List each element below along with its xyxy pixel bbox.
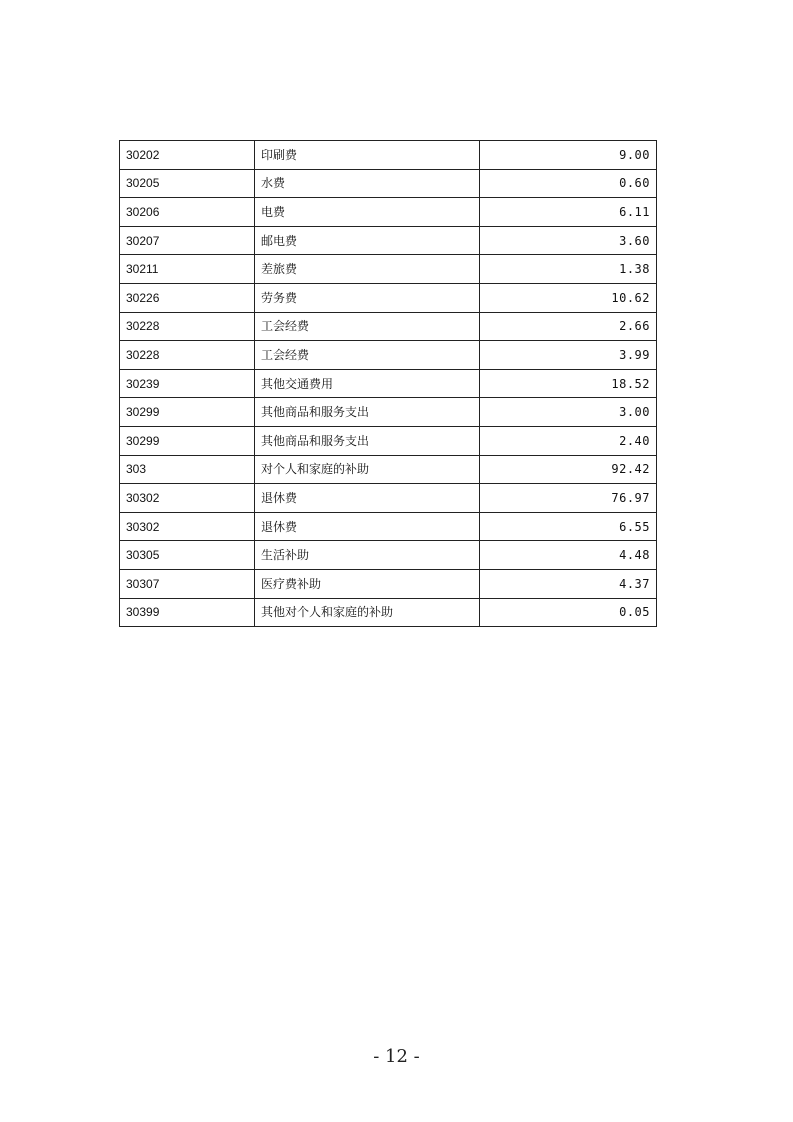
row-name-cell: 水费 [255, 169, 480, 198]
row-name-cell: 生活补助 [255, 541, 480, 570]
row-code-cell: 30239 [120, 369, 255, 398]
row-amount-cell: 0.60 [480, 169, 657, 198]
row-name-cell: 邮电费 [255, 226, 480, 255]
table-row [120, 541, 657, 570]
row-amount-cell: 3.00 [480, 398, 657, 427]
table-row [120, 398, 657, 427]
row-amount-cell: 2.66 [480, 312, 657, 341]
row-name-cell: 电费 [255, 198, 480, 227]
row-amount-cell: 6.55 [480, 512, 657, 541]
table-row [120, 484, 657, 513]
table-row [120, 283, 657, 312]
row-code-cell: 30202 [120, 141, 255, 170]
row-code-cell: 30302 [120, 512, 255, 541]
table-row [120, 169, 657, 198]
row-code-cell: 30299 [120, 426, 255, 455]
row-code-cell: 30206 [120, 198, 255, 227]
row-name-cell: 其他商品和服务支出 [255, 426, 480, 455]
row-amount-cell: 9.00 [480, 141, 657, 170]
row-code-cell: 30211 [120, 255, 255, 284]
table-row [120, 141, 657, 170]
table-row [120, 455, 657, 484]
row-code-cell: 303 [120, 455, 255, 484]
row-name-cell: 劳务费 [255, 283, 480, 312]
row-amount-cell: 3.60 [480, 226, 657, 255]
row-amount-cell: 1.38 [480, 255, 657, 284]
row-amount-cell: 3.99 [480, 341, 657, 370]
row-name-cell: 工会经费 [255, 341, 480, 370]
row-amount-cell: 6.11 [480, 198, 657, 227]
row-code-cell: 30228 [120, 341, 255, 370]
row-code-cell: 30226 [120, 283, 255, 312]
row-amount-cell: 10.62 [480, 283, 657, 312]
table-row [120, 198, 657, 227]
row-code-cell: 30305 [120, 541, 255, 570]
table-row [120, 369, 657, 398]
row-amount-cell: 92.42 [480, 455, 657, 484]
row-name-cell: 退休费 [255, 484, 480, 513]
row-code-cell: 30302 [120, 484, 255, 513]
row-code-cell: 30299 [120, 398, 255, 427]
row-name-cell: 工会经费 [255, 312, 480, 341]
row-name-cell: 退休费 [255, 512, 480, 541]
row-name-cell: 其他商品和服务支出 [255, 398, 480, 427]
page-number: - 12 - [373, 1046, 420, 1067]
expenditure-table [119, 140, 657, 627]
table-row [120, 569, 657, 598]
row-name-cell: 对个人和家庭的补助 [255, 455, 480, 484]
row-name-cell: 差旅费 [255, 255, 480, 284]
row-name-cell: 医疗费补助 [255, 569, 480, 598]
expenditure-table-body [120, 141, 657, 627]
table-row [120, 598, 657, 627]
row-code-cell: 30228 [120, 312, 255, 341]
table-row [120, 312, 657, 341]
row-name-cell: 其他交通费用 [255, 369, 480, 398]
row-amount-cell: 4.48 [480, 541, 657, 570]
table-row [120, 426, 657, 455]
row-code-cell: 30307 [120, 569, 255, 598]
row-amount-cell: 0.05 [480, 598, 657, 627]
row-name-cell: 其他对个人和家庭的补助 [255, 598, 480, 627]
row-amount-cell: 18.52 [480, 369, 657, 398]
row-amount-cell: 2.40 [480, 426, 657, 455]
row-code-cell: 30207 [120, 226, 255, 255]
table-row [120, 512, 657, 541]
row-name-cell: 印刷费 [255, 141, 480, 170]
row-code-cell: 30205 [120, 169, 255, 198]
row-amount-cell: 76.97 [480, 484, 657, 513]
table-row [120, 341, 657, 370]
table-row [120, 226, 657, 255]
table-row [120, 255, 657, 284]
row-code-cell: 30399 [120, 598, 255, 627]
row-amount-cell: 4.37 [480, 569, 657, 598]
